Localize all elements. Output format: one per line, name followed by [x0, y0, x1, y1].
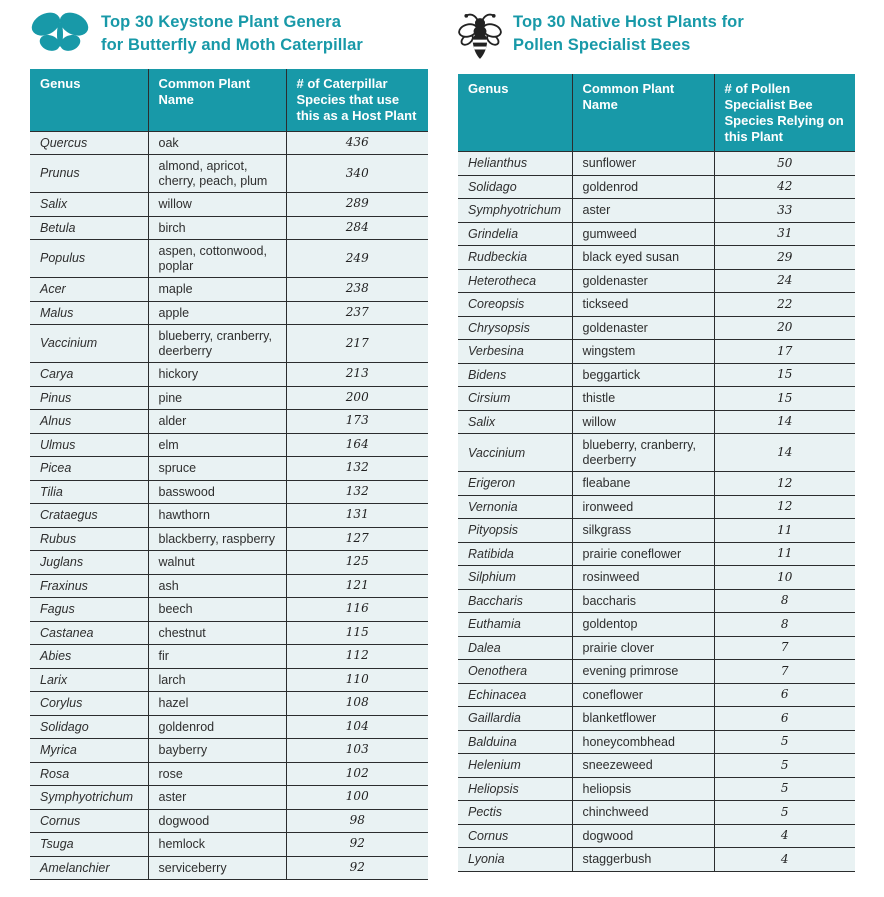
table-row	[30, 155, 428, 193]
common-cell: dogwood	[572, 824, 714, 848]
common-cell: blueberry, cranberry, deerberry	[572, 434, 714, 472]
bee-panel-header	[458, 10, 855, 66]
count-cell: 12	[714, 495, 855, 519]
count-cell: 98	[286, 809, 428, 833]
caterpillar-panel-title	[101, 11, 363, 58]
table-row	[458, 754, 855, 778]
count-cell: 6	[714, 707, 855, 731]
common-cell: willow	[572, 410, 714, 434]
count-cell: 436	[286, 131, 428, 155]
common-cell: birch	[148, 216, 286, 240]
genus-cell: Symphyotrichum	[30, 786, 148, 810]
common-cell: bayberry	[148, 739, 286, 763]
caterpillar-panel-header	[30, 10, 428, 61]
count-cell: 5	[714, 754, 855, 778]
table-row	[30, 386, 428, 410]
count-cell: 17	[714, 340, 855, 364]
common-cell: basswood	[148, 480, 286, 504]
count-cell: 132	[286, 480, 428, 504]
common-cell: goldenaster	[572, 316, 714, 340]
table-row	[30, 278, 428, 302]
common-cell: blackberry, raspberry	[148, 527, 286, 551]
genus-cell: Cornus	[458, 824, 572, 848]
count-cell: 15	[714, 363, 855, 387]
count-cell: 217	[286, 325, 428, 363]
table-row	[458, 636, 855, 660]
caterpillar-panel	[30, 10, 428, 880]
table-row	[30, 833, 428, 857]
table-row	[30, 480, 428, 504]
table-row	[458, 730, 855, 754]
genus-cell: Grindelia	[458, 222, 572, 246]
genus-cell: Crataegus	[30, 504, 148, 528]
genus-cell: Bidens	[458, 363, 572, 387]
table-row	[458, 363, 855, 387]
genus-cell: Fraxinus	[30, 574, 148, 598]
title-line-1: Top 30 Native Host Plants for	[513, 13, 744, 31]
caterpillar-table-body	[30, 131, 428, 880]
butterfly-icon	[30, 11, 90, 61]
count-cell: 5	[714, 801, 855, 825]
count-cell: 132	[286, 457, 428, 481]
common-cell: chestnut	[148, 621, 286, 645]
common-cell: heliopsis	[572, 777, 714, 801]
genus-cell: Ratibida	[458, 542, 572, 566]
genus-cell: Rubus	[30, 527, 148, 551]
genus-cell: Salix	[30, 193, 148, 217]
genus-cell: Malus	[30, 301, 148, 325]
count-cell: 4	[714, 848, 855, 872]
common-cell: blueberry, cranberry, deerberry	[148, 325, 286, 363]
count-cell: 115	[286, 621, 428, 645]
genus-cell: Vernonia	[458, 495, 572, 519]
count-cell: 125	[286, 551, 428, 575]
table-row	[458, 199, 855, 223]
genus-cell: Pinus	[30, 386, 148, 410]
col-header-genus: Genus	[458, 74, 572, 152]
count-cell: 100	[286, 786, 428, 810]
common-cell: willow	[148, 193, 286, 217]
common-cell: tickseed	[572, 293, 714, 317]
count-cell: 5	[714, 730, 855, 754]
common-cell: prairie clover	[572, 636, 714, 660]
common-cell: staggerbush	[572, 848, 714, 872]
count-cell: 33	[714, 199, 855, 223]
common-cell: aster	[572, 199, 714, 223]
common-cell: goldenaster	[572, 269, 714, 293]
table-row	[30, 809, 428, 833]
genus-cell: Gaillardia	[458, 707, 572, 731]
table-row	[458, 542, 855, 566]
common-cell: blanketflower	[572, 707, 714, 731]
bee-icon	[458, 11, 502, 66]
count-cell: 112	[286, 645, 428, 669]
common-cell: larch	[148, 668, 286, 692]
table-row	[30, 363, 428, 387]
genus-cell: Balduina	[458, 730, 572, 754]
genus-cell: Helenium	[458, 754, 572, 778]
genus-cell: Juglans	[30, 551, 148, 575]
table-row	[30, 786, 428, 810]
genus-cell: Verbesina	[458, 340, 572, 364]
table-row	[30, 598, 428, 622]
common-cell: thistle	[572, 387, 714, 411]
genus-cell: Echinacea	[458, 683, 572, 707]
bee-panel	[458, 10, 855, 880]
genus-cell: Erigeron	[458, 472, 572, 496]
genus-cell: Abies	[30, 645, 148, 669]
col-header-common-name: Common Plant Name	[148, 69, 286, 131]
common-cell: almond, apricot, cherry, peach, plum	[148, 155, 286, 193]
table-row	[30, 692, 428, 716]
table-row	[30, 193, 428, 217]
count-cell: 7	[714, 636, 855, 660]
count-cell: 116	[286, 598, 428, 622]
title-line-1: Top 30 Keystone Plant Genera	[101, 13, 341, 31]
common-cell: rose	[148, 762, 286, 786]
common-cell: spruce	[148, 457, 286, 481]
common-cell: walnut	[148, 551, 286, 575]
common-cell: coneflower	[572, 683, 714, 707]
genus-cell: Chrysopsis	[458, 316, 572, 340]
common-cell: baccharis	[572, 589, 714, 613]
table-row	[458, 495, 855, 519]
common-cell: sneezeweed	[572, 754, 714, 778]
genus-cell: Euthamia	[458, 613, 572, 637]
common-cell: chinchweed	[572, 801, 714, 825]
count-cell: 237	[286, 301, 428, 325]
table-row	[30, 433, 428, 457]
genus-cell: Solidago	[30, 715, 148, 739]
count-cell: 10	[714, 566, 855, 590]
caterpillar-table	[30, 69, 428, 880]
count-cell: 164	[286, 433, 428, 457]
table-row	[30, 504, 428, 528]
count-cell: 110	[286, 668, 428, 692]
common-cell: ironweed	[572, 495, 714, 519]
count-cell: 200	[286, 386, 428, 410]
genus-cell: Oenothera	[458, 660, 572, 684]
genus-cell: Acer	[30, 278, 148, 302]
count-cell: 7	[714, 660, 855, 684]
count-cell: 173	[286, 410, 428, 434]
table-row	[30, 621, 428, 645]
common-cell: apple	[148, 301, 286, 325]
count-cell: 6	[714, 683, 855, 707]
genus-cell: Tilia	[30, 480, 148, 504]
genus-cell: Baccharis	[458, 589, 572, 613]
table-row	[30, 762, 428, 786]
genus-cell: Fagus	[30, 598, 148, 622]
col-header-bee-count: # of Pollen Specialist Bee Species Relying on this Plant	[714, 74, 855, 152]
genus-cell: Silphium	[458, 566, 572, 590]
table-row	[458, 340, 855, 364]
table-row	[458, 824, 855, 848]
table-row	[458, 848, 855, 872]
table-row	[458, 519, 855, 543]
common-cell: oak	[148, 131, 286, 155]
common-cell: hazel	[148, 692, 286, 716]
common-cell: goldentop	[572, 613, 714, 637]
genus-cell: Castanea	[30, 621, 148, 645]
common-cell: beggartick	[572, 363, 714, 387]
bee-panel-title	[513, 11, 744, 58]
genus-cell: Salix	[458, 410, 572, 434]
col-header-caterpillar-count: # of Caterpillar Species that use this as a Host Plant	[286, 69, 428, 131]
table-row	[458, 660, 855, 684]
count-cell: 8	[714, 613, 855, 637]
table-row	[30, 216, 428, 240]
table-row	[30, 131, 428, 155]
common-cell: maple	[148, 278, 286, 302]
count-cell: 14	[714, 410, 855, 434]
table-row	[458, 434, 855, 472]
genus-cell: Heliopsis	[458, 777, 572, 801]
table-row	[30, 739, 428, 763]
table-row	[458, 683, 855, 707]
genus-cell: Cirsium	[458, 387, 572, 411]
common-cell: silkgrass	[572, 519, 714, 543]
common-cell: fleabane	[572, 472, 714, 496]
common-cell: wingstem	[572, 340, 714, 364]
count-cell: 131	[286, 504, 428, 528]
title-line-2: Pollen Specialist Bees	[513, 36, 691, 55]
genus-cell: Helianthus	[458, 152, 572, 176]
common-cell: aspen, cottonwood, poplar	[148, 240, 286, 278]
common-cell: serviceberry	[148, 856, 286, 880]
genus-cell: Amelanchier	[30, 856, 148, 880]
genus-cell: Symphyotrichum	[458, 199, 572, 223]
count-cell: 340	[286, 155, 428, 193]
count-cell: 14	[714, 434, 855, 472]
common-cell: rosinweed	[572, 566, 714, 590]
table-row	[458, 222, 855, 246]
count-cell: 213	[286, 363, 428, 387]
genus-cell: Quercus	[30, 131, 148, 155]
count-cell: 5	[714, 777, 855, 801]
table-row	[30, 551, 428, 575]
table-row	[458, 246, 855, 270]
genus-cell: Carya	[30, 363, 148, 387]
common-cell: aster	[148, 786, 286, 810]
table-row	[30, 410, 428, 434]
count-cell: 92	[286, 833, 428, 857]
genus-cell: Dalea	[458, 636, 572, 660]
count-cell: 29	[714, 246, 855, 270]
genus-cell: Rudbeckia	[458, 246, 572, 270]
genus-cell: Corylus	[30, 692, 148, 716]
count-cell: 42	[714, 175, 855, 199]
common-cell: hickory	[148, 363, 286, 387]
bee-table	[458, 74, 855, 872]
genus-cell: Vaccinium	[30, 325, 148, 363]
common-cell: goldenrod	[148, 715, 286, 739]
table-row	[458, 707, 855, 731]
genus-cell: Cornus	[30, 809, 148, 833]
common-cell: pine	[148, 386, 286, 410]
caterpillar-table-header-row	[30, 69, 428, 131]
genus-cell: Pectis	[458, 801, 572, 825]
count-cell: 238	[286, 278, 428, 302]
genus-cell: Lyonia	[458, 848, 572, 872]
genus-cell: Larix	[30, 668, 148, 692]
genus-cell: Coreopsis	[458, 293, 572, 317]
genus-cell: Vaccinium	[458, 434, 572, 472]
common-cell: elm	[148, 433, 286, 457]
table-row	[30, 574, 428, 598]
common-cell: gumweed	[572, 222, 714, 246]
count-cell: 31	[714, 222, 855, 246]
genus-cell: Ulmus	[30, 433, 148, 457]
common-cell: alder	[148, 410, 286, 434]
common-cell: hemlock	[148, 833, 286, 857]
count-cell: 249	[286, 240, 428, 278]
count-cell: 102	[286, 762, 428, 786]
common-cell: beech	[148, 598, 286, 622]
common-cell: ash	[148, 574, 286, 598]
table-row	[30, 715, 428, 739]
count-cell: 103	[286, 739, 428, 763]
common-cell: sunflower	[572, 152, 714, 176]
table-row	[458, 472, 855, 496]
common-cell: honeycombhead	[572, 730, 714, 754]
count-cell: 127	[286, 527, 428, 551]
count-cell: 11	[714, 519, 855, 543]
table-row	[30, 856, 428, 880]
table-row	[458, 175, 855, 199]
count-cell: 24	[714, 269, 855, 293]
count-cell: 289	[286, 193, 428, 217]
table-row	[458, 387, 855, 411]
genus-cell: Prunus	[30, 155, 148, 193]
col-header-genus: Genus	[30, 69, 148, 131]
count-cell: 22	[714, 293, 855, 317]
common-cell: fir	[148, 645, 286, 669]
genus-cell: Rosa	[30, 762, 148, 786]
count-cell: 50	[714, 152, 855, 176]
common-cell: evening primrose	[572, 660, 714, 684]
table-row	[458, 152, 855, 176]
table-row	[30, 325, 428, 363]
table-row	[458, 410, 855, 434]
table-row	[30, 527, 428, 551]
count-cell: 11	[714, 542, 855, 566]
genus-cell: Solidago	[458, 175, 572, 199]
common-cell: prairie coneflower	[572, 542, 714, 566]
count-cell: 108	[286, 692, 428, 716]
table-row	[458, 566, 855, 590]
genus-cell: Alnus	[30, 410, 148, 434]
table-row	[458, 316, 855, 340]
bee-table-body	[458, 152, 855, 872]
genus-cell: Pityopsis	[458, 519, 572, 543]
common-cell: dogwood	[148, 809, 286, 833]
table-row	[458, 589, 855, 613]
count-cell: 15	[714, 387, 855, 411]
table-row	[458, 269, 855, 293]
table-row	[458, 293, 855, 317]
count-cell: 12	[714, 472, 855, 496]
table-row	[30, 301, 428, 325]
genus-cell: Heterotheca	[458, 269, 572, 293]
count-cell: 92	[286, 856, 428, 880]
genus-cell: Tsuga	[30, 833, 148, 857]
common-cell: goldenrod	[572, 175, 714, 199]
common-cell: hawthorn	[148, 504, 286, 528]
common-cell: black eyed susan	[572, 246, 714, 270]
table-row	[458, 777, 855, 801]
bee-table-header-row	[458, 74, 855, 152]
count-cell: 284	[286, 216, 428, 240]
genus-cell: Populus	[30, 240, 148, 278]
table-row	[30, 240, 428, 278]
table-row	[458, 801, 855, 825]
table-row	[458, 613, 855, 637]
genus-cell: Betula	[30, 216, 148, 240]
table-row	[30, 645, 428, 669]
count-cell: 4	[714, 824, 855, 848]
genus-cell: Myrica	[30, 739, 148, 763]
col-header-common-name: Common Plant Name	[572, 74, 714, 152]
title-line-2: for Butterfly and Moth Caterpillar	[101, 36, 363, 55]
count-cell: 104	[286, 715, 428, 739]
count-cell: 8	[714, 589, 855, 613]
table-row	[30, 457, 428, 481]
table-row	[30, 668, 428, 692]
count-cell: 121	[286, 574, 428, 598]
count-cell: 20	[714, 316, 855, 340]
genus-cell: Picea	[30, 457, 148, 481]
